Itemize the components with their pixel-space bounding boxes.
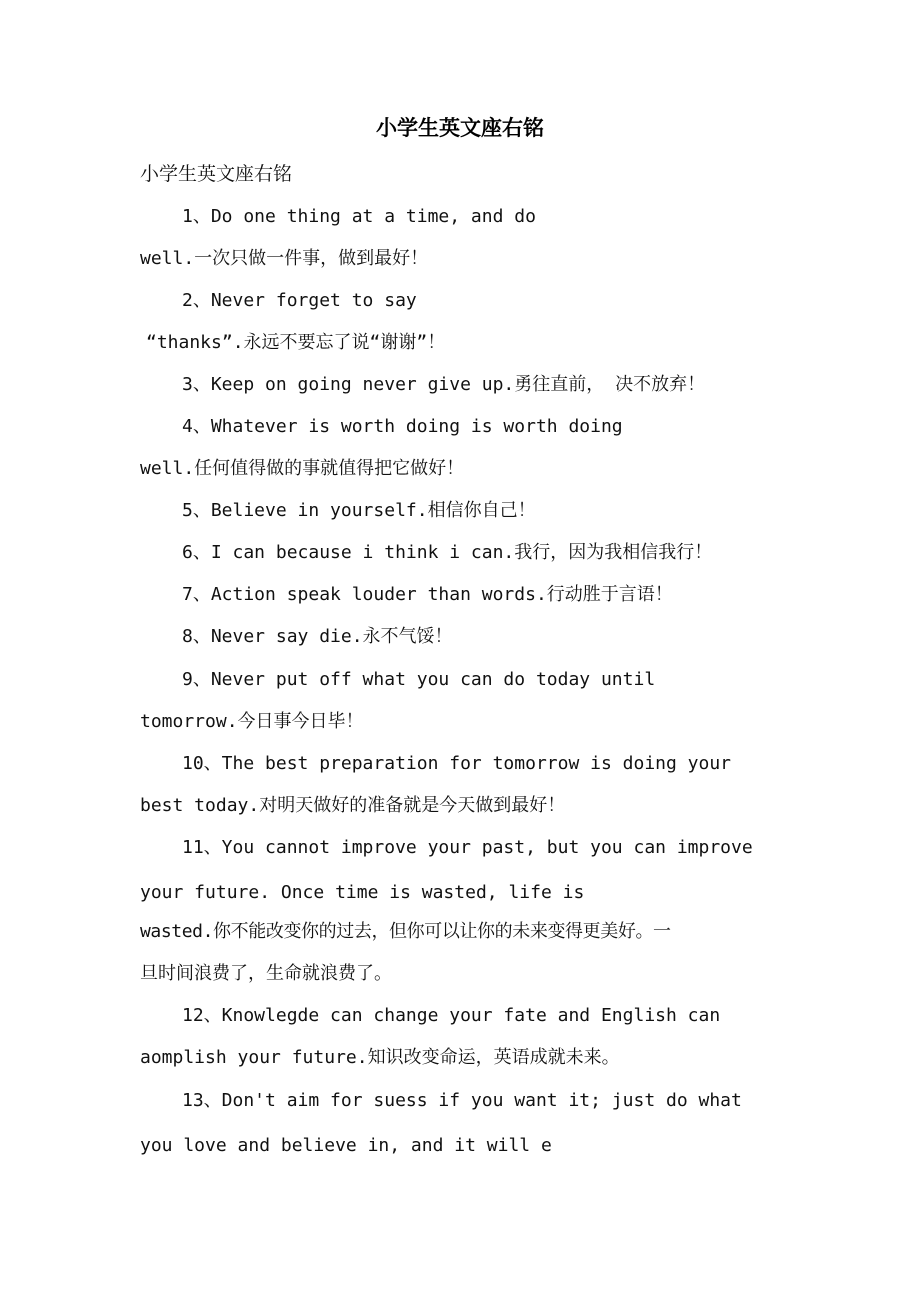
motto-line-1: 1、Do one thing at a time, and do [182, 206, 536, 227]
motto-line-13-cont: you love and believe in, and it will e [140, 1135, 552, 1156]
motto-line-4-cont: well.任何值得做的事就值得把它做好！ [140, 458, 465, 479]
motto-line-8: 8、Never say die.永不气馁！ [182, 626, 453, 647]
motto-line-9-cont: tomorrow.今日事今日毕！ [140, 711, 364, 732]
motto-line-11-cont-3: 旦时间浪费了，生命就浪费了。 [140, 963, 392, 984]
document-subtitle: 小学生英文座右铭 [140, 163, 293, 185]
motto-line-9: 9、Never put off what you can do today until [182, 669, 656, 690]
motto-line-4: 4、Whatever is worth doing is worth doing [182, 416, 623, 437]
motto-line-6: 6、I can because i think i can.我行，因为我相信我行！ [182, 542, 713, 563]
document-title: 小学生英文座右铭 [376, 115, 544, 140]
motto-line-10-cont: best today.对明天做好的准备就是今天做到最好！ [140, 795, 566, 816]
motto-line-7: 7、Action speak louder than words.行动胜于言语！ [182, 584, 673, 605]
motto-line-12-cont: aomplish your future.知识改变命运，英语成就未来。 [140, 1047, 620, 1068]
motto-line-11: 11、You cannot improve your past, but you can improve [182, 837, 753, 858]
motto-line-2: 2、Never forget to say [182, 290, 417, 311]
motto-line-11-cont-1: your future. Once time is wasted, life is [140, 882, 585, 903]
motto-line-13: 13、Don't aim for suess if you want it; just do what [182, 1090, 742, 1111]
motto-line-1-cont: well.一次只做一件事，做到最好！ [140, 248, 429, 269]
motto-line-10: 10、The best preparation for tomorrow is doing your [182, 753, 732, 774]
motto-line-11-cont-2: wasted.你不能改变你的过去，但你可以让你的未来变得更美好。一 [140, 921, 671, 942]
motto-line-3: 3、Keep on going never give up.勇往直前， 决不放弃！ [182, 374, 706, 395]
motto-line-12: 12、Knowlegde can change your fate and English can [182, 1005, 721, 1026]
motto-line-5: 5、Believe in yourself.相信你自己！ [182, 500, 536, 521]
motto-line-2-cont: “thanks”.永远不要忘了说“谢谢”！ [146, 332, 446, 353]
